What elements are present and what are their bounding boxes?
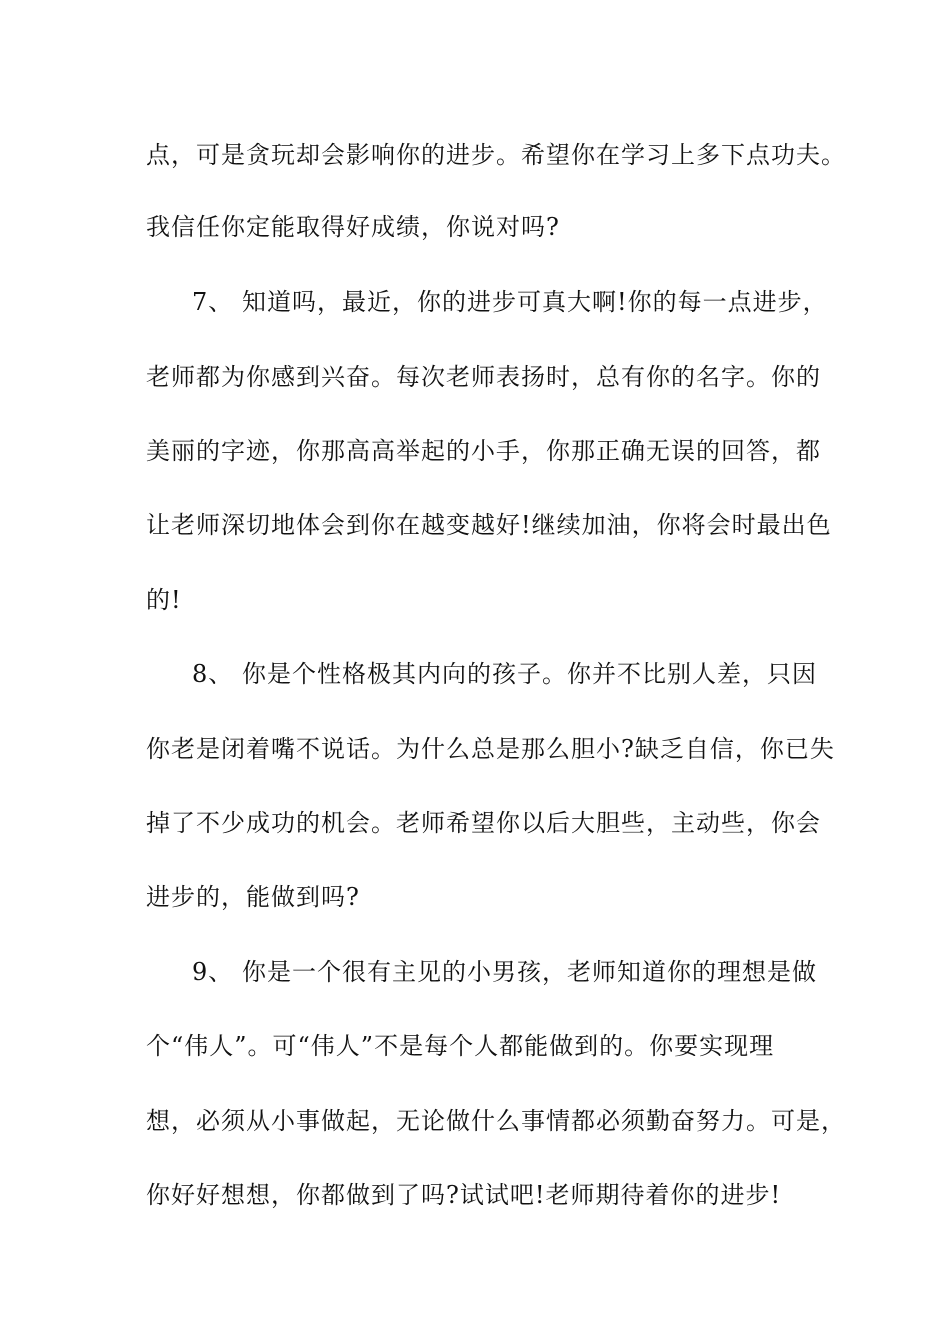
text-line-8: 你是个性格极其内向的孩子。你并不比别人差，只因 [242,660,817,688]
text-line-1: 点，可是贪玩却会影响你的进步。希望你在学习上多下点功夫。 [146,141,846,169]
paragraph-7-first-line [192,287,828,317]
text-line-7: 的! [146,586,182,614]
text-line-11: 进步的，能做到吗? [146,883,360,911]
text-line-9: 你老是闭着嘴不说话。为什么总是那么胆小?缺乏自信，你已失 [146,735,835,763]
text-line-4: 老师都为你感到兴奋。每次老师表扬时，总有你的名字。你的 [146,363,821,391]
text-line-15: 你好好想想，你都做到了吗?试试吧!老师期待着你的进步! [146,1181,782,1209]
text-line-12: 你是一个很有主见的小男孩，老师知道你的理想是做 [242,958,817,986]
item-number-7: 7、 [192,288,234,316]
item-number-8: 8、 [192,660,234,688]
text-line-13: 个“伟人”。可“伟人”不是每个人都能做到的。你要实现理 [146,1032,775,1060]
text-line-3: 知道吗，最近，你的进步可真大啊!你的每一点进步， [242,288,828,316]
paragraph-9-first-line [192,957,817,987]
item-number-9: 9、 [192,958,234,986]
paragraph-8-first-line [192,659,817,689]
text-line-10: 掉了不少成功的机会。老师希望你以后大胆些，主动些，你会 [146,809,821,837]
text-line-5: 美丽的字迹，你那高高举起的小手，你那正确无误的回答，都 [146,437,821,465]
text-line-2: 我信任你定能取得好成绩，你说对吗? [146,213,560,241]
text-line-14: 想，必须从小事做起，无论做什么事情都必须勤奋努力。可是， [146,1107,846,1135]
text-line-6: 让老师深切地体会到你在越变越好!继续加油，你将会时最出色 [146,511,832,539]
